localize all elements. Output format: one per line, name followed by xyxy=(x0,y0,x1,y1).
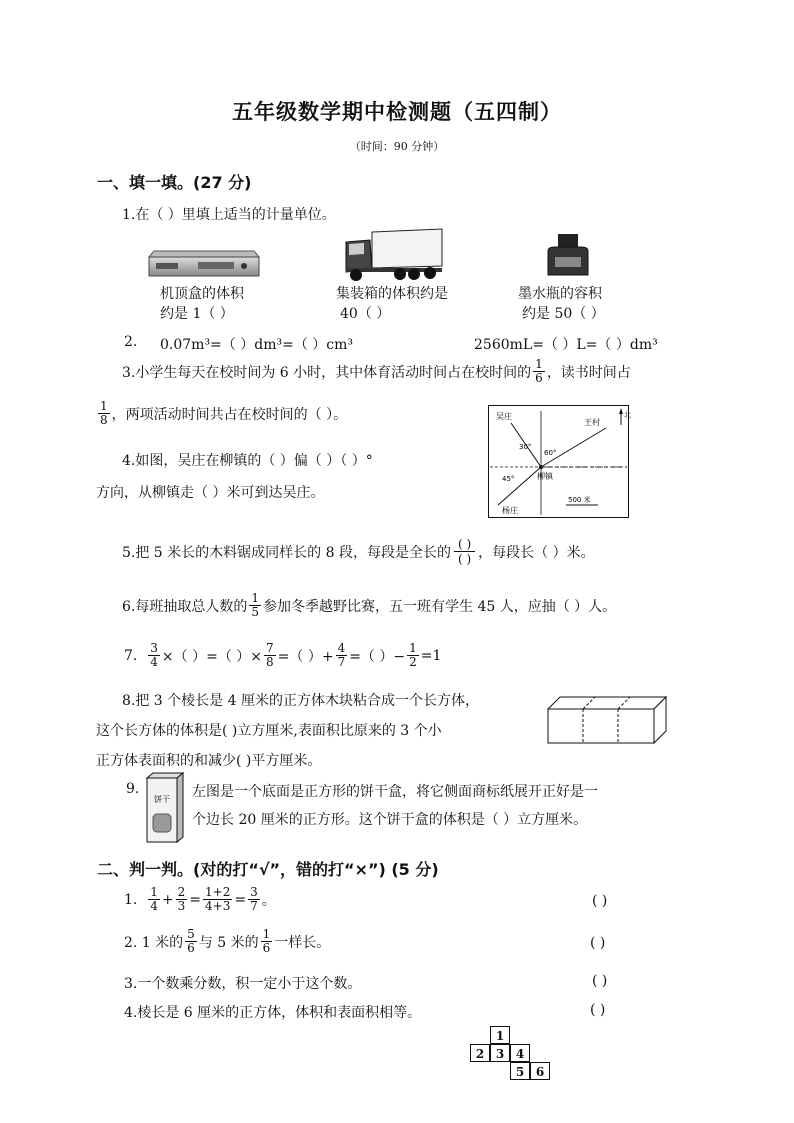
section1-heading: 一、填一填。(27 分) xyxy=(97,173,252,192)
map-angle-45: 45° xyxy=(502,475,515,483)
map-label-liuzhen: 柳镇 xyxy=(537,472,553,481)
map-scale-label: 500 米 xyxy=(568,496,591,504)
q1-item-2-line2: 40（ ） xyxy=(340,306,391,322)
judge-item-3: 3.一个数乘分数，积一定小于这个数。 xyxy=(124,976,362,992)
q6-text: 6.每班抽取总人数的 $\frac{1}{5}$ 参加冬季越野比赛，五一班有学生 45 人，应抽（ ）人。 xyxy=(122,591,617,619)
q1-item-3-line2: 约是 50（ ） xyxy=(522,306,605,322)
judge-answer-4[interactable]: ( ) xyxy=(590,1002,606,1018)
judge-item-2: 2. 1 米的 $\frac{5}{6}$ 与 5 米的 $\frac{1}{6}$ 一样长。 xyxy=(124,927,331,955)
q7-equation: 7. $\frac{3}{4}$ ×（ ）=（ ）× $\frac{7}{8}$ =（ ）+ $\frac{4}{7}$ =（ ）− $\frac{1}{2}$ =1 xyxy=(124,641,442,669)
map-label-yangzhuang: 杨庄 xyxy=(502,506,518,515)
cube-net-figure xyxy=(470,1026,552,1086)
q1-item-1-line2: 约是 1（ ） xyxy=(160,306,234,322)
map-label-wuzhuang: 吴庄 xyxy=(496,412,512,421)
q1-item-3-line1: 墨水瓶的容积 xyxy=(518,286,602,302)
map-angle-60: 60° xyxy=(544,449,557,457)
judge-answer-1[interactable]: ( ) xyxy=(592,893,608,909)
map-label-wangcun: 王村 xyxy=(584,418,600,427)
q4-line1: 4.如图，吴庄在柳镇的（ ）偏（ ）（ ）° xyxy=(122,453,373,469)
q2-number: 2. xyxy=(124,334,138,350)
q5-blank-fraction: ( ) ( ) xyxy=(454,537,475,566)
direction-map-figure xyxy=(488,405,630,523)
judge-answer-3[interactable]: ( ) xyxy=(592,973,608,989)
container-truck-image xyxy=(340,228,444,287)
q9-number: 9. xyxy=(126,781,140,797)
q8-line3: 正方体表面积的和减少( )平方厘米。 xyxy=(96,753,322,769)
net-face-3: 3 xyxy=(490,1044,510,1062)
biscuit-box-label: 饼干 xyxy=(154,795,170,804)
judge-item-4: 4.棱长是 6 厘米的正方体，体积和表面积相等。 xyxy=(124,1005,422,1021)
net-face-4: 4 xyxy=(510,1044,530,1062)
net-face-6: 6 xyxy=(530,1062,550,1080)
net-face-1: 1 xyxy=(490,1026,510,1044)
ink-bottle-image xyxy=(543,233,593,282)
q9-line1: 左图是一个底面是正方形的饼干盒，将它侧面商标纸展开正好是一 xyxy=(192,784,598,800)
time-note: （时间：90 分钟） xyxy=(349,140,445,153)
q3-fraction-2: $\frac{1}{8}$ xyxy=(100,399,108,427)
judge-item-1: 1. $\frac{1}{4}$ + $\frac{2}{3}$ = $\frac{1+2}{4+3}$ = $\frac{3}{7}$ 。 xyxy=(124,885,276,913)
set-top-box-image xyxy=(148,249,260,283)
map-angle-30: 30° xyxy=(519,443,532,451)
q6-fraction: $\frac{1}{5}$ xyxy=(251,591,259,619)
q8-line2: 这个长方体的体积是( )立方厘米,表面积比原来的 3 个小 xyxy=(96,723,442,739)
q1-item-2-line1: 集装箱的体积约是 xyxy=(336,286,448,302)
page-title: 五年级数学期中检测题（五四制） xyxy=(232,100,562,124)
cuboid-figure xyxy=(546,695,668,749)
q3-fraction-1: $\frac{1}{6}$ xyxy=(535,357,543,385)
judge-answer-2[interactable]: ( ) xyxy=(590,935,606,951)
biscuit-box-figure xyxy=(145,772,185,848)
section2-heading: 二、判一判。(对的打“√”，错的打“×”) (5 分) xyxy=(97,860,439,879)
q2-part-b: 2560mL=（ ）L=（ ）dm³ xyxy=(474,337,658,353)
q4-line2: 方向，从柳镇走（ ）米可到达吴庄。 xyxy=(96,485,325,501)
map-north-label: 北 xyxy=(624,411,631,419)
q5-text: 5.把 5 米长的木料锯成同样长的 8 段，每段是全长的 ( ) ( ) ，每段长（ ）米。 xyxy=(122,537,595,566)
net-face-2: 2 xyxy=(470,1044,490,1062)
q2-part-a: 0.07m³=（ ）dm³=（ ）cm³ xyxy=(160,337,353,353)
q9-line2: 个边长 20 厘米的正方形。这个饼干盒的体积是（ ）立方厘米。 xyxy=(192,812,588,828)
net-face-5: 5 xyxy=(510,1062,530,1080)
q8-line1: 8.把 3 个棱长是 4 厘米的正方体木块粘合成一个长方体， xyxy=(122,693,479,709)
q3-line2: $\frac{1}{8}$ ，两项活动时间共占在校时间的（ ）。 xyxy=(100,399,348,427)
q1-text: 1.在（ ）里填上适当的计量单位。 xyxy=(122,207,336,223)
q3-line1: 3.小学生每天在校时间为 6 小时，其中体育活动时间占在校时间的 $\frac{1}{6}$ ，读书时间占 xyxy=(122,357,631,385)
q1-item-1-line1: 机顶盒的体积 xyxy=(160,286,244,302)
